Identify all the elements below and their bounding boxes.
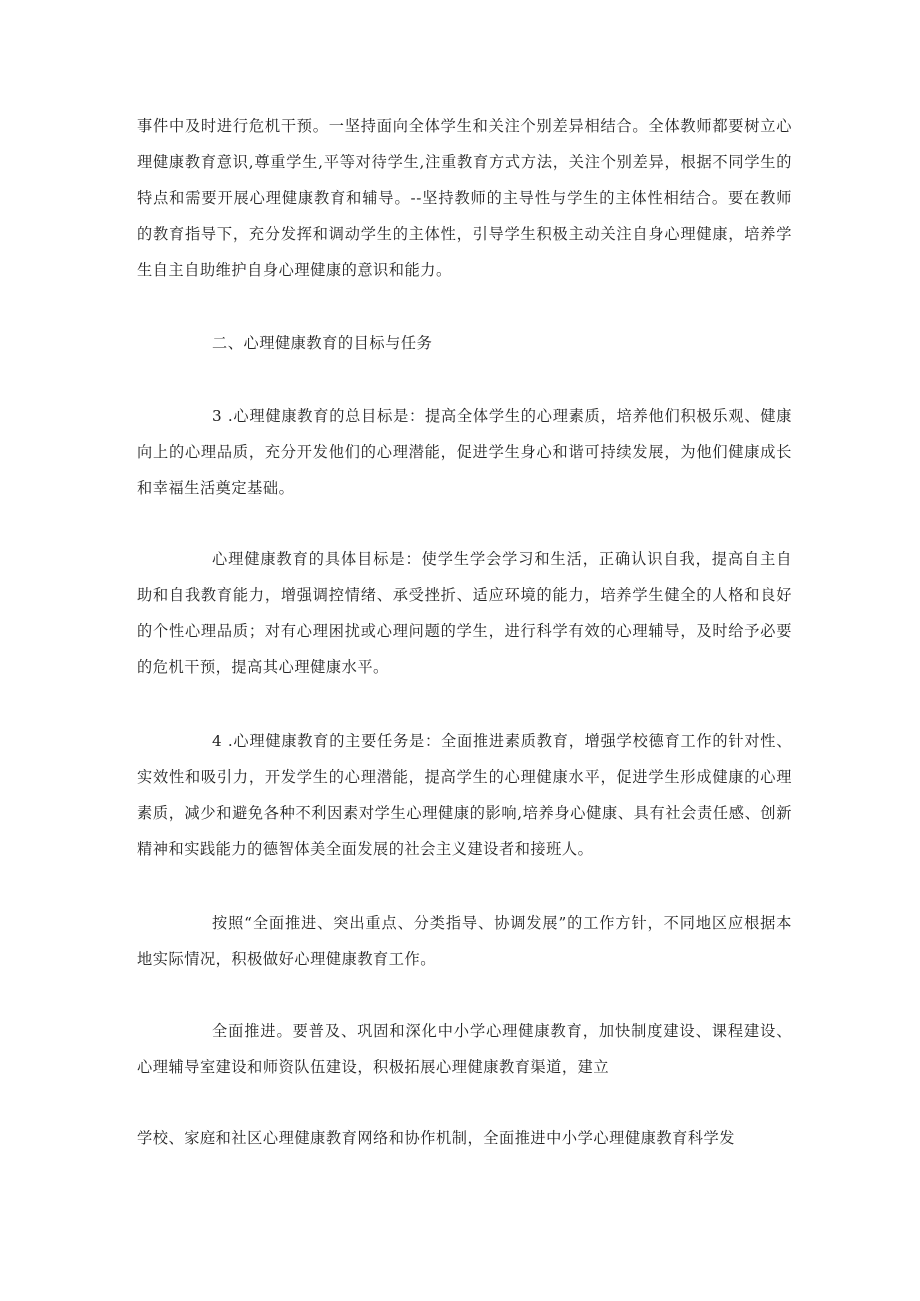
paragraph-comprehensive-promotion: 全面推进。要普及、巩固和深化中小学心理健康教育，加快制度建设、课程建设、心理辅导室建设和师资队伍建设，积极拓展心理健康教育渠道，建立 <box>137 1022 792 1076</box>
paragraph-overall-goal: 3 .心理健康教育的总目标是：提高全体学生的心理素质，培养他们积极乐观、健康向上的心理品质，充分开发他们的心理潜能，促进学生身心和谐可持续发展，为他们健康成长和幸福生活奠定基础。 <box>137 407 792 497</box>
paragraph-specific-goals: 心理健康教育的具体目标是：使学生学会学习和生活，正确认识自我，提高自主自助和自我教育能力，增强调控情绪、承受挫折、适应环境的能力，培养学生健全的人格和良好的个性心理品质；对有心理困扰或心理问题的学生，进行科学有效的心理辅导，及时给予必要的危机干预，提高其心理健康水平。 <box>137 550 792 676</box>
paragraph-network-mechanism: 学校、家庭和社区心理健康教育网络和协作机制，全面推进中小学心理健康教育科学发 <box>137 1129 736 1147</box>
paragraph-main-tasks: 4 .心理健康教育的主要任务是：全面推进素质教育，增强学校德育工作的针对性、实效性和吸引力，开发学生的心理潜能，提高学生的心理健康水平，促进学生形成健康的心理素质，减少和避免各种不利因素对学生心理健康的影响,培养身心健康、具有社会责任感、创新精神和实践能力的德智体美全面发展的社会主义建设者和接班人。 <box>137 732 792 858</box>
paragraph-principles: 事件中及时进行危机干预。一坚持面向全体学生和关注个别差异相结合。全体教师都要树立心理健康教育意识,尊重学生,平等对待学生,注重教育方式方法，关注个别差异，根据不同学生的特点和需要开展心理健康教育和辅导。--坚持教师的主导性与学生的主体性相结合。要在教师的教育指导下，充分发挥和调动学生的主体性，引导学生积极主动关注自身心理健康，培养学生自主自助维护自身心理健康的意识和能力。 <box>137 117 792 279</box>
section-heading-goals-tasks: 二、心理健康教育的目标与任务 <box>212 334 433 352</box>
paragraph-work-policy: 按照“全面推进、突出重点、分类指导、协调发展”的工作方针，不同地区应根据本地实际情况，积极做好心理健康教育工作。 <box>137 914 792 968</box>
